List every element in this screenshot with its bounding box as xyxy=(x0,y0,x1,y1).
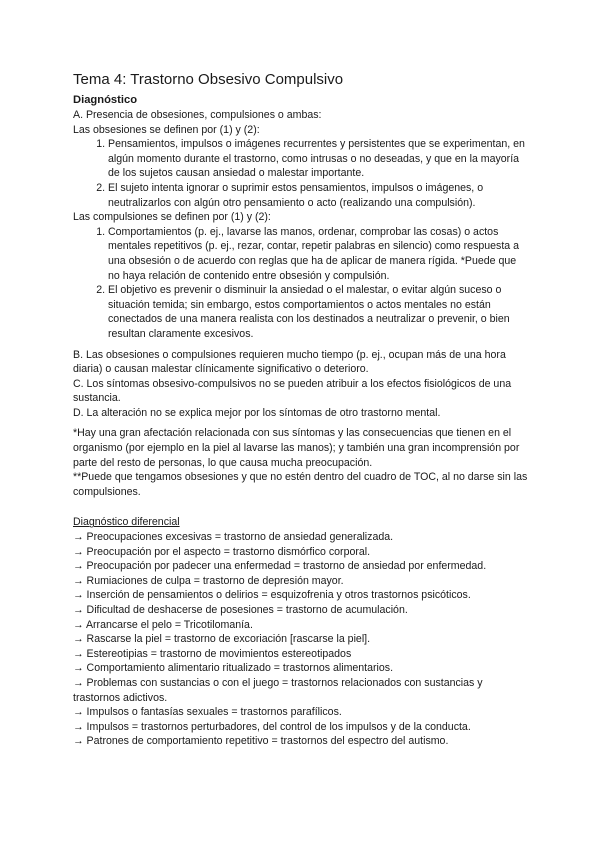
note-1: *Hay una gran afectación relacionada con sus síntomas y las consecuencias que tienen en el organismo (por ejemplo en la piel al lavarse las manos); y también una gran incomprensión por parte del resto de personas, lo que causa mucha preocupación. xyxy=(73,427,520,469)
page-title: Tema 4: Trastorno Obsesivo Compulsivo xyxy=(73,71,344,88)
list-item: → Comportamiento alimentario ritualizado = trastornos alimentarios. xyxy=(73,661,528,676)
compulsions-intro: Las compulsiones se definen por (1) y (2): xyxy=(73,211,271,224)
list-item: → Preocupación por padecer una enfermedad = trastorno de ansiedad por enfermedad. xyxy=(73,559,528,574)
list-item: → Preocupación por el aspecto = trastorno dismórfico corporal. xyxy=(73,545,528,560)
list-item: 2. El objetivo es prevenir o disminuir la ansiedad o el malestar, o evitar algún suceso o situación temida; sin embargo, estos comportamientos o actos mentales no están conectados de una manera realista con los destinados a neutralizar o prevenir, o bien resultan claramente excesivos. xyxy=(108,283,528,341)
list-item: → Impulsos o fantasías sexuales = trastornos parafílicos. xyxy=(73,705,528,720)
list-item: → Inserción de pensamientos o delirios = esquizofrenia y otros trastornos psicóticos. xyxy=(73,588,528,603)
differential-heading: Diagnóstico diferencial xyxy=(73,516,180,529)
differential-list xyxy=(73,530,528,749)
section-heading-diagnostico: Diagnóstico xyxy=(73,94,138,106)
note-2: **Puede que tengamos obsesiones y que no estén dentro del cuadro de TOC, al no darse sin las compulsiones. xyxy=(73,471,528,498)
list-item: → Arrancarse el pelo = Tricotilomanía. xyxy=(73,618,528,633)
list-item: → Preocupaciones excesivas = trastorno de ansiedad generalizada. xyxy=(73,530,528,545)
list-item: 1. Comportamientos (p. ej., lavarse las manos, ordenar, comprobar las cosas) o actos mentales repetitivos (p. ej., rezar, contar, repetir palabras en silencio) como respuesta a una obsesión o de acuerdo con reglas que ha de aplicar de manera rígida. *Puede que no haya relación de contenido entre obsesión y compulsión. xyxy=(108,225,528,283)
list-item: → Dificultad de deshacerse de posesiones = trastorno de acumulación. xyxy=(73,603,528,618)
list-item: 1. Pensamientos, impulsos o imágenes recurrentes y persistentes que se experimentan, en algún momento durante el trastorno, como intrusas o no deseadas, y que en la mayoría de los sujetos causan ansiedad o malestar importante. xyxy=(108,137,528,181)
criterion-b: B. Las obsesiones o compulsiones requieren mucho tiempo (p. ej., ocupan más de una hora diaria) o causan malestar clínicamente significativo o deterioro. xyxy=(73,348,506,376)
document-page xyxy=(73,71,528,749)
criterion-a: A. Presencia de obsesiones, compulsiones o ambas: xyxy=(73,109,322,121)
list-item: → Impulsos = trastornos perturbadores, del control de los impulsos y de la conducta. xyxy=(73,720,528,735)
list-item: 2. El sujeto intenta ignorar o suprimir estos pensamientos, impulsos o imágenes, o neutralizarlos con algún otro pensamiento o acto (realizando una compulsión). xyxy=(108,181,528,210)
list-item: → Patrones de comportamiento repetitivo = trastornos del espectro del autismo. xyxy=(73,734,528,749)
compulsions-list xyxy=(73,225,528,342)
list-item: → Rascarse la piel = trastorno de excoriación [rascarse la piel]. xyxy=(73,632,528,647)
obsessions-intro: Las obsesiones se definen por (1) y (2): xyxy=(73,123,260,136)
list-item: → Estereotipias = trastorno de movimientos estereotipados xyxy=(73,647,528,662)
list-item: → Rumiaciones de culpa = trastorno de depresión mayor. xyxy=(73,574,528,589)
criterion-c: C. Los síntomas obsesivo-compulsivos no se pueden atribuir a los efectos fisiológicos de una sustancia. xyxy=(73,377,512,405)
criterion-d: D. La alteración no se explica mejor por los síntomas de otro trastorno mental. xyxy=(73,406,441,419)
obsessions-list xyxy=(73,137,528,210)
list-item: → Problemas con sustancias o con el juego = trastornos relacionados con sustancias y trastornos adictivos. xyxy=(73,676,528,705)
